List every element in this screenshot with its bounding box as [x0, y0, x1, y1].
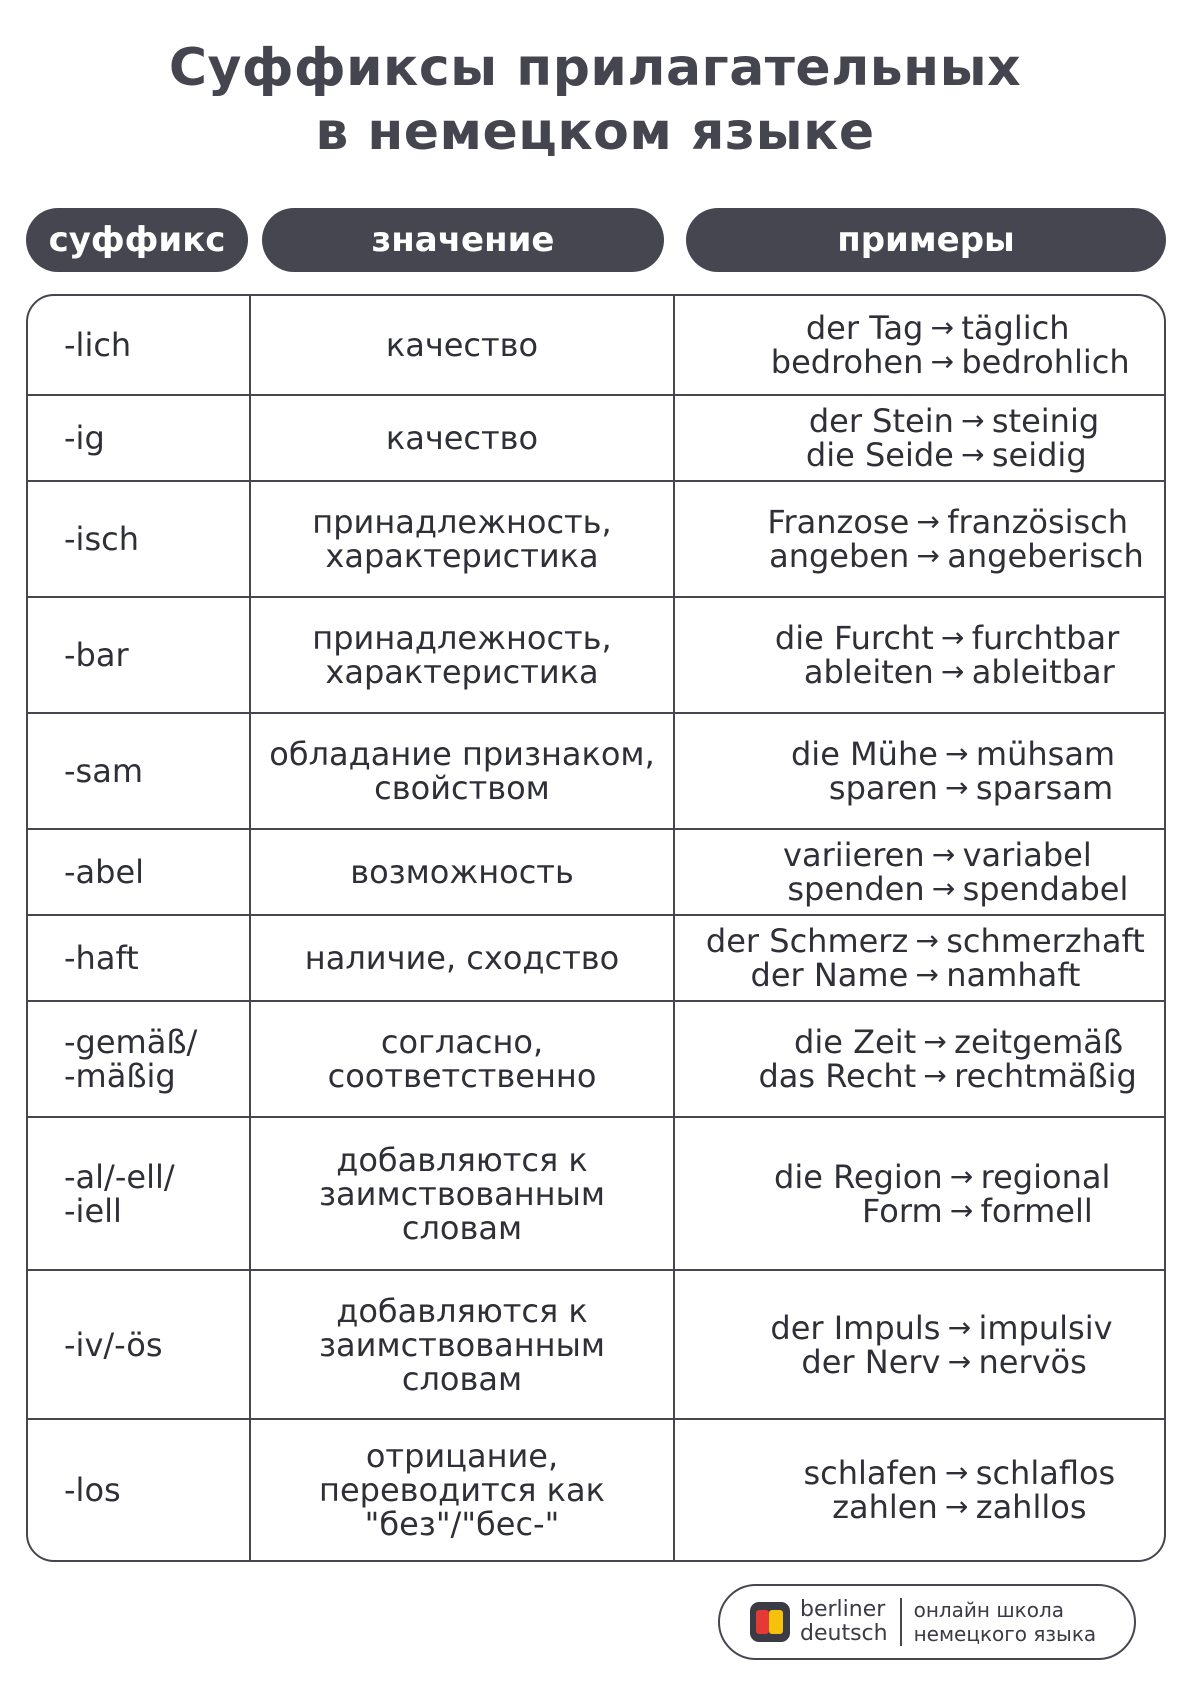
example-line [720, 1342, 1112, 1381]
suffix-cell [28, 830, 251, 914]
example-adjective: seidig [991, 436, 1087, 474]
arrow-right-icon: → [916, 505, 940, 538]
meaning-cell [251, 830, 675, 914]
slogan-line-2: немецкого языка [913, 1622, 1097, 1646]
suffix-cell [28, 1002, 251, 1116]
meaning-text: наличие, сходство [304, 939, 620, 977]
title-line-1: Суффиксы прилагательных [168, 38, 1022, 98]
examples-cell [675, 598, 1164, 712]
meaning-cell [251, 598, 675, 712]
example-base-word: der Schmerz [705, 922, 909, 960]
example-base-word: der Impuls [770, 1308, 941, 1347]
example-adjective: französisch [947, 503, 1129, 541]
meaning-cell [251, 396, 675, 480]
meaning-cell [251, 482, 675, 596]
table-row [28, 714, 1164, 830]
arrow-right-icon: → [947, 1344, 972, 1378]
example-adjective: namhaft [946, 956, 1081, 994]
example-line [696, 1025, 1137, 1059]
arrow-right-icon: → [945, 1490, 969, 1523]
table-row [28, 1420, 1164, 1560]
example-line [723, 1191, 1111, 1230]
arrow-right-icon: → [945, 737, 969, 770]
example-base-word: das Recht [758, 1057, 917, 1095]
example-line [718, 771, 1115, 805]
examples-cell [675, 482, 1164, 596]
example-adjective: impulsiv [978, 1308, 1113, 1347]
arrow-right-icon: → [949, 1193, 974, 1227]
arrow-right-icon: → [941, 655, 965, 688]
arrow-right-icon: → [931, 872, 956, 905]
example-adjective: furchtbar [971, 619, 1120, 657]
example-base-word: die Mühe [790, 735, 938, 773]
example-base-word: ableiten [803, 653, 934, 691]
suffix-cell [28, 916, 251, 1000]
arrow-right-icon: → [949, 1159, 974, 1193]
header-meaning: значение [262, 208, 664, 272]
suffix-text: -bar [64, 636, 129, 674]
example-adjective: variabel [962, 836, 1092, 874]
example-line [703, 311, 1129, 345]
arrow-right-icon: → [945, 1456, 969, 1489]
examples-cell [675, 396, 1164, 480]
example-adjective: schlaflos [975, 1454, 1116, 1492]
table-row [28, 1002, 1164, 1118]
suffix-cell [28, 1420, 251, 1560]
suffix-text: -abel [64, 853, 145, 891]
table-row [28, 296, 1164, 396]
example-base-word: zahlen [832, 1488, 938, 1526]
arrow-right-icon: → [915, 958, 939, 991]
suffix-text: -iv/-ös [64, 1325, 163, 1364]
example-adjective: steinig [991, 402, 1100, 440]
example-line [720, 1308, 1113, 1347]
arrow-right-icon: → [915, 924, 939, 957]
example-base-word: Form [862, 1191, 943, 1230]
example-line [688, 924, 1145, 958]
arrow-right-icon: → [961, 438, 985, 471]
examples-cell [675, 1002, 1164, 1116]
suffix-cell [28, 296, 251, 394]
example-adjective: zahllos [975, 1488, 1087, 1526]
example-base-word: der Tag [805, 309, 924, 347]
meaning-text: возможность [350, 853, 574, 891]
example-line [718, 737, 1115, 771]
suffix-text: -los [64, 1471, 121, 1509]
example-base-word: die Seide [805, 436, 954, 474]
example-base-word: die Furcht [774, 619, 934, 657]
brand-name [800, 1598, 902, 1646]
footer-logo-badge [718, 1584, 1136, 1660]
suffix-text: -lich [64, 326, 132, 364]
arrow-right-icon: → [930, 311, 955, 344]
examples-cell [675, 296, 1164, 394]
meaning-cell [251, 916, 675, 1000]
example-base-word: die Zeit [794, 1023, 917, 1061]
examples-cell [675, 916, 1164, 1000]
table-row [28, 598, 1164, 714]
example-line [703, 345, 1129, 379]
suffix-table [26, 294, 1166, 1562]
example-adjective: bedrohlich [961, 343, 1130, 381]
example-adjective: ableitbar [971, 653, 1115, 691]
meaning-text: добавляются к заимствованным словам [319, 1140, 605, 1247]
meaning-text: качество [385, 326, 539, 364]
examples-cell [675, 1420, 1164, 1560]
meaning-cell [251, 1420, 675, 1560]
example-line [705, 872, 1129, 906]
berliner-deutsch-logo-icon [750, 1602, 790, 1642]
suffix-text: -gemäß/ -mäßig [64, 1023, 198, 1095]
meaning-text: согласно, соответственно [327, 1023, 597, 1095]
slogan-line-1: онлайн школа [913, 1598, 1065, 1622]
example-line [714, 655, 1120, 689]
example-adjective: formell [980, 1191, 1093, 1230]
examples-cell [675, 1118, 1164, 1269]
example-line [688, 958, 1145, 992]
meaning-text: качество [385, 419, 539, 457]
meaning-cell [251, 1271, 675, 1418]
examples-cell [675, 1271, 1164, 1418]
example-base-word: die Region [774, 1157, 943, 1196]
example-adjective: zeitgemäß [954, 1023, 1123, 1061]
header-suffix: суффикс [26, 208, 248, 272]
meaning-cell [251, 714, 675, 828]
examples-cell [675, 830, 1164, 914]
example-base-word: variieren [783, 836, 925, 874]
example-line [705, 838, 1129, 872]
example-base-word: spenden [787, 870, 925, 908]
example-base-word: bedrohen [770, 343, 924, 381]
page-title [0, 36, 1190, 164]
example-line [734, 404, 1099, 438]
table-row [28, 1118, 1164, 1271]
example-base-word: der Nerv [801, 1342, 941, 1381]
brand-line-1: berliner [800, 1597, 886, 1622]
brand-line-2: deutsch [800, 1621, 888, 1646]
arrow-right-icon: → [930, 345, 955, 378]
suffix-text: -haft [64, 939, 139, 977]
example-line [714, 621, 1120, 655]
example-line [689, 539, 1143, 573]
suffix-cell [28, 1118, 251, 1269]
arrow-right-icon: → [945, 771, 969, 804]
meaning-cell [251, 296, 675, 394]
example-base-word: angeben [769, 537, 910, 575]
example-adjective: spendabel [962, 870, 1129, 908]
title-line-2: в немецком языке [315, 102, 875, 162]
suffix-text: -ig [64, 419, 105, 457]
suffix-cell [28, 482, 251, 596]
arrow-right-icon: → [947, 1310, 972, 1344]
example-adjective: rechtmäßig [954, 1057, 1137, 1095]
example-line [723, 1157, 1111, 1196]
table-row [28, 1271, 1164, 1420]
example-adjective: sparsam [975, 769, 1114, 807]
suffix-cell [28, 598, 251, 712]
table-row [28, 916, 1164, 1002]
example-line [718, 1456, 1115, 1490]
example-adjective: täglich [961, 309, 1070, 347]
example-adjective: regional [980, 1157, 1111, 1196]
suffix-text: -sam [64, 752, 143, 790]
example-base-word: der Name [750, 956, 909, 994]
arrow-right-icon: → [916, 539, 940, 572]
brand-slogan [914, 1598, 1097, 1646]
arrow-right-icon: → [961, 404, 985, 437]
example-base-word: schlafen [803, 1454, 938, 1492]
meaning-text: отрицание, переводится как "без"/"бес-" [319, 1437, 605, 1543]
example-adjective: mühsam [975, 735, 1116, 773]
meaning-cell [251, 1118, 675, 1269]
meaning-text: обладание признаком, свойством [269, 735, 655, 807]
table-row [28, 830, 1164, 916]
header-examples: примеры [686, 208, 1166, 272]
example-line [696, 1059, 1137, 1093]
example-line [718, 1490, 1115, 1524]
meaning-text: принадлежность, характеристика [312, 619, 612, 691]
arrow-right-icon: → [923, 1025, 947, 1058]
meaning-cell [251, 1002, 675, 1116]
table-row [28, 396, 1164, 482]
suffix-text: -al/-ell/ -iell [64, 1157, 175, 1230]
suffix-text: -isch [64, 520, 139, 558]
suffix-cell [28, 396, 251, 480]
example-base-word: der Stein [808, 402, 954, 440]
table-row [28, 482, 1164, 598]
example-base-word: sparen [828, 769, 938, 807]
arrow-right-icon: → [941, 621, 965, 654]
suffix-cell [28, 1271, 251, 1418]
meaning-text: принадлежность, характеристика [312, 503, 612, 575]
arrow-right-icon: → [923, 1059, 947, 1092]
meaning-text: добавляются к заимствованным словам [319, 1291, 605, 1398]
suffix-cell [28, 714, 251, 828]
example-base-word: Franzose [767, 503, 910, 541]
examples-cell [675, 714, 1164, 828]
example-line [734, 438, 1099, 472]
example-adjective: schmerzhaft [946, 922, 1145, 960]
example-line [689, 505, 1143, 539]
example-adjective: nervös [978, 1342, 1087, 1381]
arrow-right-icon: → [931, 838, 956, 871]
example-adjective: angeberisch [947, 537, 1144, 575]
